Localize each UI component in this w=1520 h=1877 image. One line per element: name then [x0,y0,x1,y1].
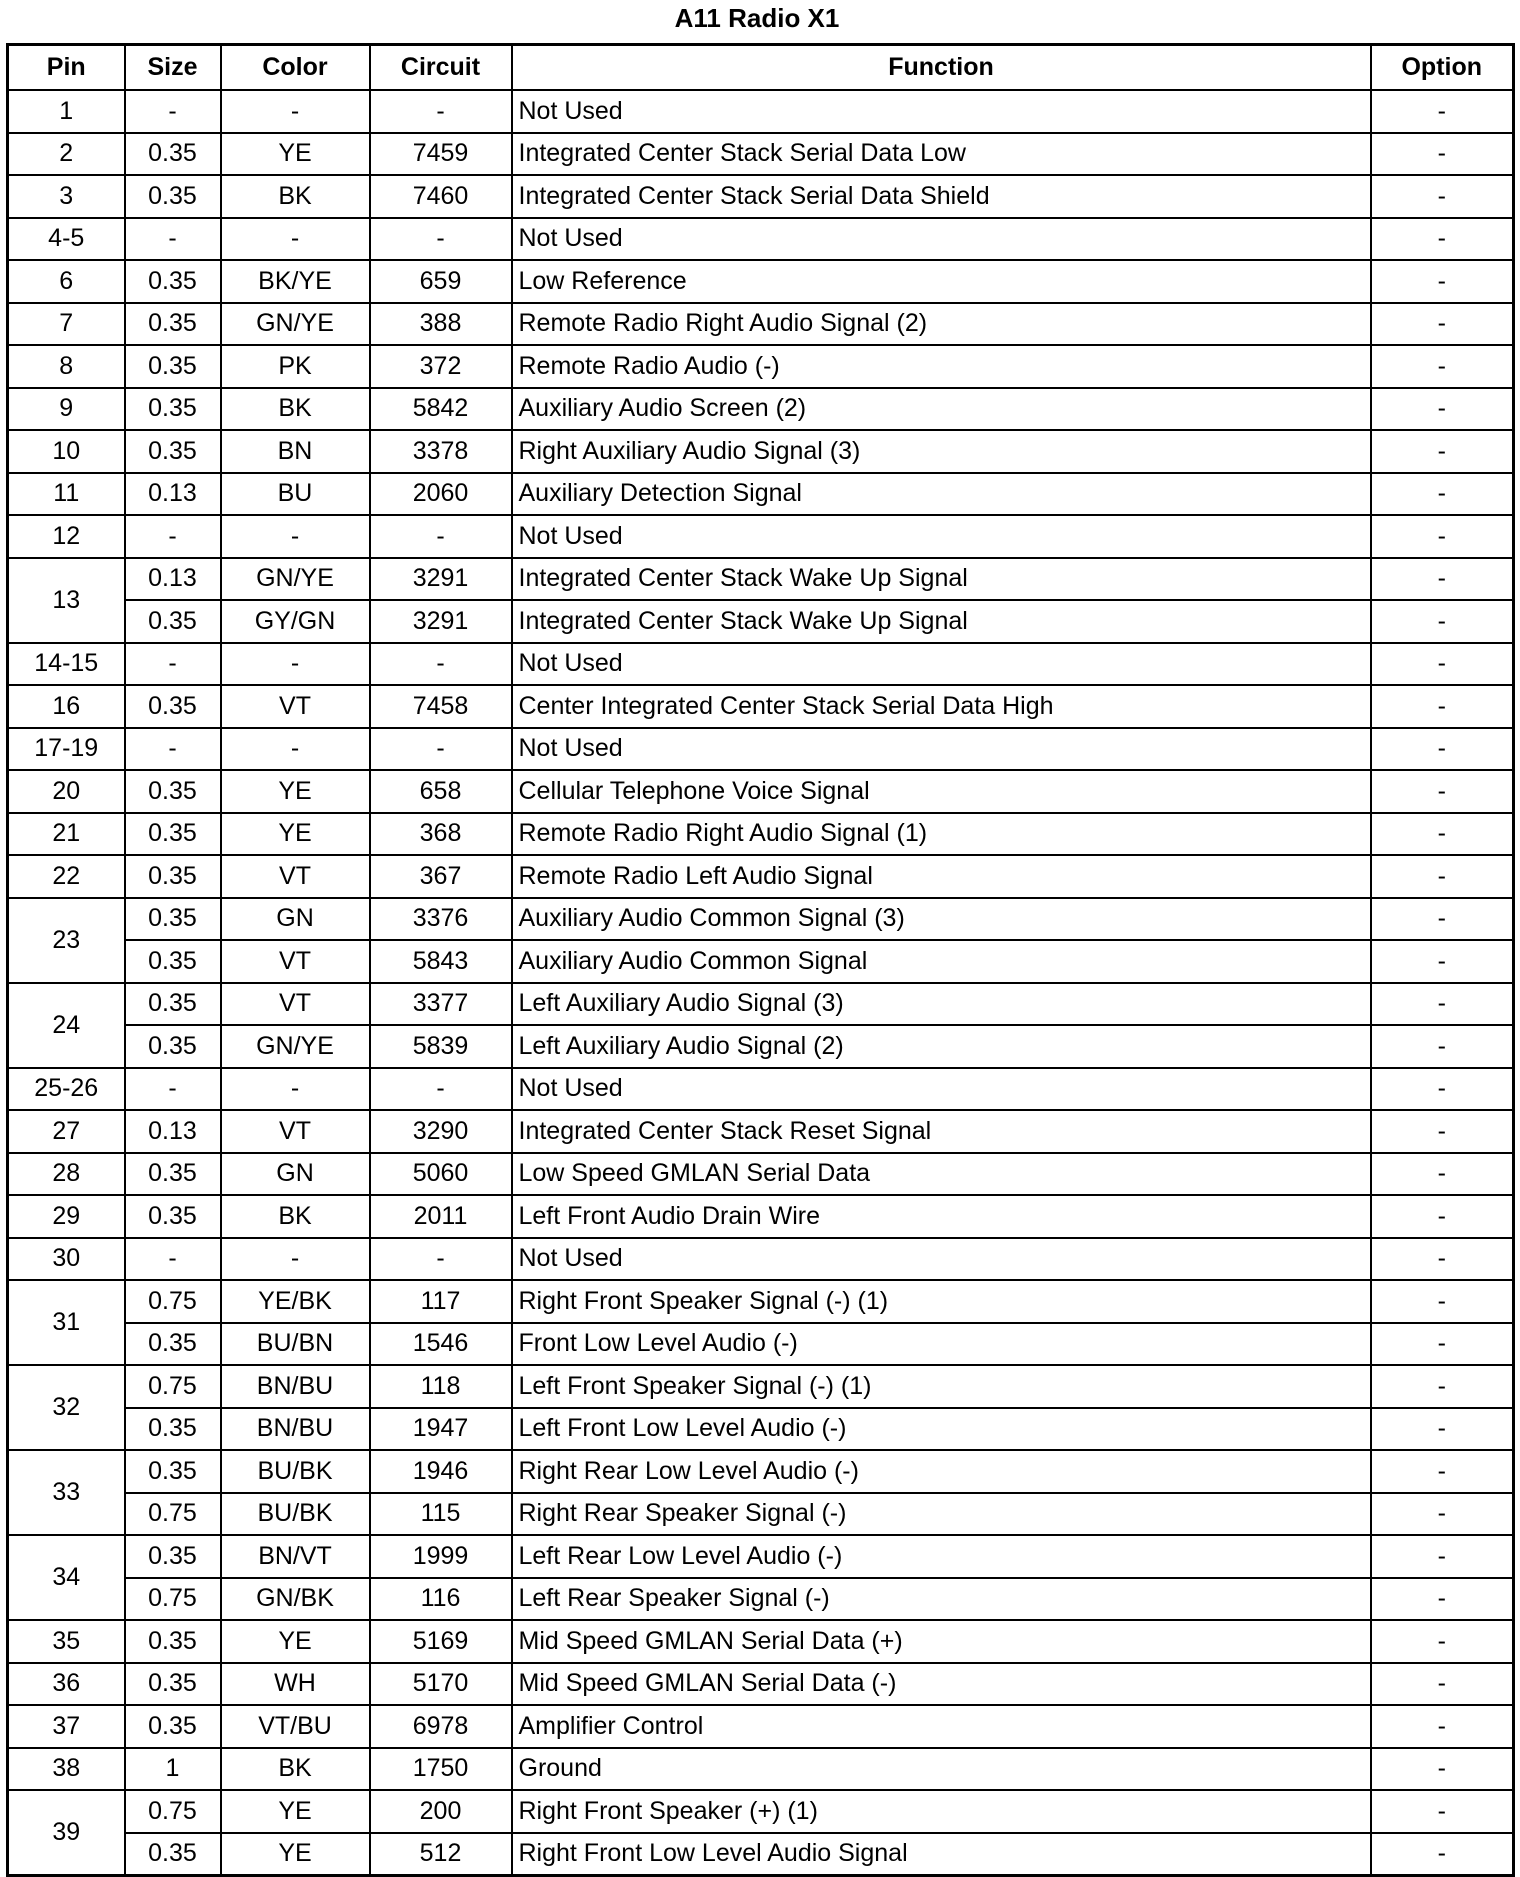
size-cell: 0.75 [125,1790,221,1833]
table-row [8,1833,1514,1876]
color-cell: VT [221,1110,370,1153]
pin-cell: 8 [8,345,125,388]
table-row [8,90,1514,133]
option-cell: - [1371,600,1514,643]
color-cell: VT [221,983,370,1026]
function-cell: Not Used [512,1068,1371,1111]
function-cell: Right Front Speaker Signal (-) (1) [512,1280,1371,1323]
circuit-cell: 6978 [370,1705,512,1748]
function-cell: Not Used [512,218,1371,261]
option-cell: - [1371,1663,1514,1706]
circuit-cell: 3290 [370,1110,512,1153]
size-cell: - [125,1238,221,1281]
circuit-cell: 7460 [370,175,512,218]
function-cell: Right Front Speaker (+) (1) [512,1790,1371,1833]
pin-cell: 11 [8,473,125,516]
option-cell: - [1371,983,1514,1026]
function-cell: Remote Radio Right Audio Signal (1) [512,813,1371,856]
pin-cell: 12 [8,515,125,558]
option-cell: - [1371,515,1514,558]
pin-cell: 25-26 [8,1068,125,1111]
circuit-cell: 658 [370,770,512,813]
table-row [8,1323,1514,1366]
function-cell: Auxiliary Detection Signal [512,473,1371,516]
pin-cell: 27 [8,1110,125,1153]
option-cell: - [1371,1365,1514,1408]
color-cell: VT [221,940,370,983]
size-cell: 0.75 [125,1280,221,1323]
function-cell: Integrated Center Stack Serial Data Low [512,133,1371,176]
pin-cell: 6 [8,260,125,303]
color-cell: GN [221,898,370,941]
color-cell: YE [221,1833,370,1876]
circuit-cell: - [370,728,512,771]
size-cell: - [125,515,221,558]
size-cell: 0.35 [125,1153,221,1196]
size-cell: 0.13 [125,473,221,516]
color-cell: VT [221,855,370,898]
size-cell: 0.35 [125,303,221,346]
table-row [8,388,1514,431]
circuit-cell: 1750 [370,1748,512,1791]
option-cell: - [1371,1110,1514,1153]
function-cell: Not Used [512,90,1371,133]
circuit-cell: 368 [370,813,512,856]
table-row [8,345,1514,388]
size-cell: 0.35 [125,770,221,813]
header-circuit: Circuit [370,45,512,91]
pin-cell: 34 [8,1535,125,1620]
color-cell: BN/BU [221,1365,370,1408]
function-cell: Amplifier Control [512,1705,1371,1748]
circuit-cell: 5060 [370,1153,512,1196]
circuit-cell: 5842 [370,388,512,431]
color-cell: YE [221,813,370,856]
size-cell: 0.35 [125,813,221,856]
table-row [8,260,1514,303]
option-cell: - [1371,1408,1514,1451]
color-cell: BK [221,1195,370,1238]
color-cell: BK [221,388,370,431]
circuit-cell: 2011 [370,1195,512,1238]
color-cell: - [221,90,370,133]
option-cell: - [1371,1535,1514,1578]
table-row [8,303,1514,346]
color-cell: - [221,1068,370,1111]
color-cell: GN/YE [221,558,370,601]
option-cell: - [1371,388,1514,431]
color-cell: - [221,1238,370,1281]
pin-cell: 10 [8,430,125,473]
table-row [8,600,1514,643]
pin-cell: 39 [8,1790,125,1876]
table-row [8,1578,1514,1621]
connector-title: A11 Radio X1 [674,3,840,33]
circuit-cell: 2060 [370,473,512,516]
color-cell: BK [221,1748,370,1791]
color-cell: PK [221,345,370,388]
table-row [8,1450,1514,1493]
size-cell: 0.35 [125,600,221,643]
color-cell: BN/BU [221,1408,370,1451]
circuit-cell: - [370,515,512,558]
size-cell: 0.35 [125,175,221,218]
color-cell: GN/YE [221,1025,370,1068]
function-cell: Integrated Center Stack Wake Up Signal [512,600,1371,643]
option-cell: - [1371,430,1514,473]
pin-cell: 23 [8,898,125,983]
function-cell: Left Front Low Level Audio (-) [512,1408,1371,1451]
function-cell: Remote Radio Left Audio Signal [512,855,1371,898]
size-cell: 0.75 [125,1493,221,1536]
circuit-cell: 1946 [370,1450,512,1493]
option-cell: - [1371,303,1514,346]
color-cell: YE [221,1790,370,1833]
color-cell: GN [221,1153,370,1196]
circuit-cell: 659 [370,260,512,303]
size-cell: 0.35 [125,430,221,473]
function-cell: Not Used [512,728,1371,771]
circuit-cell: - [370,218,512,261]
function-cell: Low Reference [512,260,1371,303]
option-cell: - [1371,813,1514,856]
circuit-cell: 115 [370,1493,512,1536]
page-title [0,0,1520,36]
size-cell: 1 [125,1748,221,1791]
pin-cell: 24 [8,983,125,1068]
table-row [8,855,1514,898]
function-cell: Cellular Telephone Voice Signal [512,770,1371,813]
size-cell: 0.35 [125,940,221,983]
option-cell: - [1371,1833,1514,1876]
function-cell: Integrated Center Stack Reset Signal [512,1110,1371,1153]
size-cell: 0.35 [125,1195,221,1238]
circuit-cell: 118 [370,1365,512,1408]
table-row [8,1705,1514,1748]
pin-cell: 31 [8,1280,125,1365]
size-cell: 0.35 [125,388,221,431]
option-cell: - [1371,558,1514,601]
size-cell: 0.13 [125,558,221,601]
table-row [8,1663,1514,1706]
pin-cell: 37 [8,1705,125,1748]
circuit-cell: 117 [370,1280,512,1323]
table-row [8,515,1514,558]
size-cell: 0.35 [125,1663,221,1706]
color-cell: YE [221,133,370,176]
pin-cell: 35 [8,1620,125,1663]
color-cell: - [221,515,370,558]
color-cell: GN/YE [221,303,370,346]
color-cell: YE [221,770,370,813]
header-pin: Pin [8,45,125,91]
pin-cell: 36 [8,1663,125,1706]
color-cell: WH [221,1663,370,1706]
color-cell: BU/BN [221,1323,370,1366]
circuit-cell: 512 [370,1833,512,1876]
pin-cell: 21 [8,813,125,856]
option-cell: - [1371,1790,1514,1833]
circuit-cell: 3377 [370,983,512,1026]
table-row [8,218,1514,261]
size-cell: 0.35 [125,1833,221,1876]
option-cell: - [1371,855,1514,898]
size-cell: 0.35 [125,133,221,176]
option-cell: - [1371,685,1514,728]
circuit-cell: 5843 [370,940,512,983]
option-cell: - [1371,218,1514,261]
option-cell: - [1371,940,1514,983]
table-row [8,1620,1514,1663]
circuit-cell: 5169 [370,1620,512,1663]
pin-cell: 20 [8,770,125,813]
function-cell: Not Used [512,515,1371,558]
function-cell: Auxiliary Audio Common Signal (3) [512,898,1371,941]
function-cell: Mid Speed GMLAN Serial Data (-) [512,1663,1371,1706]
pin-cell: 17-19 [8,728,125,771]
function-cell: Integrated Center Stack Wake Up Signal [512,558,1371,601]
size-cell: 0.35 [125,855,221,898]
color-cell: - [221,218,370,261]
circuit-cell: - [370,1068,512,1111]
size-cell: 0.35 [125,1323,221,1366]
header-size: Size [125,45,221,91]
color-cell: YE/BK [221,1280,370,1323]
size-cell: 0.35 [125,983,221,1026]
header-color: Color [221,45,370,91]
color-cell: BN/VT [221,1535,370,1578]
size-cell: - [125,218,221,261]
pin-cell: 30 [8,1238,125,1281]
header-option: Option [1371,45,1514,91]
size-cell: 0.35 [125,260,221,303]
pin-cell: 2 [8,133,125,176]
pin-cell: 22 [8,855,125,898]
function-cell: Right Auxiliary Audio Signal (3) [512,430,1371,473]
header-function: Function [512,45,1371,91]
circuit-cell: 1546 [370,1323,512,1366]
pinout-table [6,43,1515,1877]
table-body [8,90,1514,1876]
function-cell: Right Rear Speaker Signal (-) [512,1493,1371,1536]
color-cell: GN/BK [221,1578,370,1621]
table-row [8,473,1514,516]
function-cell: Mid Speed GMLAN Serial Data (+) [512,1620,1371,1663]
color-cell: BU/BK [221,1493,370,1536]
pin-cell: 16 [8,685,125,728]
option-cell: - [1371,1493,1514,1536]
function-cell: Right Rear Low Level Audio (-) [512,1450,1371,1493]
option-cell: - [1371,1705,1514,1748]
circuit-cell: 7459 [370,133,512,176]
function-cell: Left Front Speaker Signal (-) (1) [512,1365,1371,1408]
option-cell: - [1371,133,1514,176]
function-cell: Not Used [512,643,1371,686]
pin-cell: 28 [8,1153,125,1196]
option-cell: - [1371,473,1514,516]
color-cell: GY/GN [221,600,370,643]
table-row [8,983,1514,1026]
circuit-cell: 3291 [370,600,512,643]
function-cell: Auxiliary Audio Screen (2) [512,388,1371,431]
table-row [8,1280,1514,1323]
option-cell: - [1371,90,1514,133]
option-cell: - [1371,770,1514,813]
function-cell: Center Integrated Center Stack Serial Data High [512,685,1371,728]
option-cell: - [1371,728,1514,771]
option-cell: - [1371,1238,1514,1281]
function-cell: Ground [512,1748,1371,1791]
table-row [8,1238,1514,1281]
circuit-cell: 367 [370,855,512,898]
table-row [8,1493,1514,1536]
table-row [8,1748,1514,1791]
pin-cell: 4-5 [8,218,125,261]
table-row [8,898,1514,941]
size-cell: 0.35 [125,898,221,941]
function-cell: Low Speed GMLAN Serial Data [512,1153,1371,1196]
table-header [8,45,1514,91]
size-cell: 0.35 [125,685,221,728]
pin-cell: 33 [8,1450,125,1535]
pin-cell: 13 [8,558,125,643]
table-row [8,133,1514,176]
size-cell: 0.35 [125,1620,221,1663]
option-cell: - [1371,345,1514,388]
table-row [8,685,1514,728]
function-cell: Left Auxiliary Audio Signal (3) [512,983,1371,1026]
pin-cell: 32 [8,1365,125,1450]
circuit-cell: - [370,1238,512,1281]
option-cell: - [1371,175,1514,218]
circuit-cell: 3376 [370,898,512,941]
size-cell: 0.35 [125,1705,221,1748]
table-row [8,1195,1514,1238]
table-row [8,728,1514,771]
option-cell: - [1371,1578,1514,1621]
option-cell: - [1371,1450,1514,1493]
pin-cell: 9 [8,388,125,431]
table-row [8,1365,1514,1408]
table-row [8,1153,1514,1196]
table-row [8,430,1514,473]
circuit-cell: 5839 [370,1025,512,1068]
color-cell: VT/BU [221,1705,370,1748]
pin-cell: 1 [8,90,125,133]
circuit-cell: - [370,643,512,686]
option-cell: - [1371,1153,1514,1196]
table-row [8,1068,1514,1111]
table-row [8,643,1514,686]
option-cell: - [1371,1280,1514,1323]
table-row [8,1790,1514,1833]
table-row [8,1110,1514,1153]
header-row [8,45,1514,91]
pin-cell: 3 [8,175,125,218]
option-cell: - [1371,1025,1514,1068]
pin-cell: 7 [8,303,125,346]
function-cell: Not Used [512,1238,1371,1281]
function-cell: Left Rear Speaker Signal (-) [512,1578,1371,1621]
size-cell: 0.35 [125,1535,221,1578]
function-cell: Remote Radio Right Audio Signal (2) [512,303,1371,346]
color-cell: - [221,643,370,686]
circuit-cell: 7458 [370,685,512,728]
table-row [8,558,1514,601]
size-cell: - [125,1068,221,1111]
option-cell: - [1371,1748,1514,1791]
function-cell: Right Front Low Level Audio Signal [512,1833,1371,1876]
size-cell: - [125,643,221,686]
option-cell: - [1371,643,1514,686]
circuit-cell: 3291 [370,558,512,601]
color-cell: BK [221,175,370,218]
table-row [8,1025,1514,1068]
size-cell: 0.75 [125,1578,221,1621]
pin-cell: 29 [8,1195,125,1238]
size-cell: 0.35 [125,1450,221,1493]
option-cell: - [1371,1323,1514,1366]
color-cell: BU/BK [221,1450,370,1493]
table-row [8,940,1514,983]
table-row [8,770,1514,813]
circuit-cell: 1947 [370,1408,512,1451]
option-cell: - [1371,1195,1514,1238]
table-row [8,175,1514,218]
pin-cell: 38 [8,1748,125,1791]
color-cell: VT [221,685,370,728]
size-cell: 0.35 [125,345,221,388]
circuit-cell: 1999 [370,1535,512,1578]
color-cell: - [221,728,370,771]
size-cell: - [125,728,221,771]
option-cell: - [1371,1068,1514,1111]
size-cell: - [125,90,221,133]
circuit-cell: 200 [370,1790,512,1833]
circuit-cell: - [370,90,512,133]
table-row [8,1535,1514,1578]
size-cell: 0.35 [125,1408,221,1451]
color-cell: YE [221,1620,370,1663]
circuit-cell: 388 [370,303,512,346]
size-cell: 0.13 [125,1110,221,1153]
function-cell: Left Auxiliary Audio Signal (2) [512,1025,1371,1068]
color-cell: BK/YE [221,260,370,303]
function-cell: Left Rear Low Level Audio (-) [512,1535,1371,1578]
option-cell: - [1371,1620,1514,1663]
table-row [8,1408,1514,1451]
circuit-cell: 5170 [370,1663,512,1706]
size-cell: 0.75 [125,1365,221,1408]
function-cell: Auxiliary Audio Common Signal [512,940,1371,983]
function-cell: Integrated Center Stack Serial Data Shield [512,175,1371,218]
circuit-cell: 3378 [370,430,512,473]
table-row [8,813,1514,856]
color-cell: BN [221,430,370,473]
function-cell: Front Low Level Audio (-) [512,1323,1371,1366]
option-cell: - [1371,260,1514,303]
option-cell: - [1371,898,1514,941]
circuit-cell: 116 [370,1578,512,1621]
size-cell: 0.35 [125,1025,221,1068]
color-cell: BU [221,473,370,516]
pin-cell: 14-15 [8,643,125,686]
circuit-cell: 372 [370,345,512,388]
function-cell: Remote Radio Audio (-) [512,345,1371,388]
function-cell: Left Front Audio Drain Wire [512,1195,1371,1238]
